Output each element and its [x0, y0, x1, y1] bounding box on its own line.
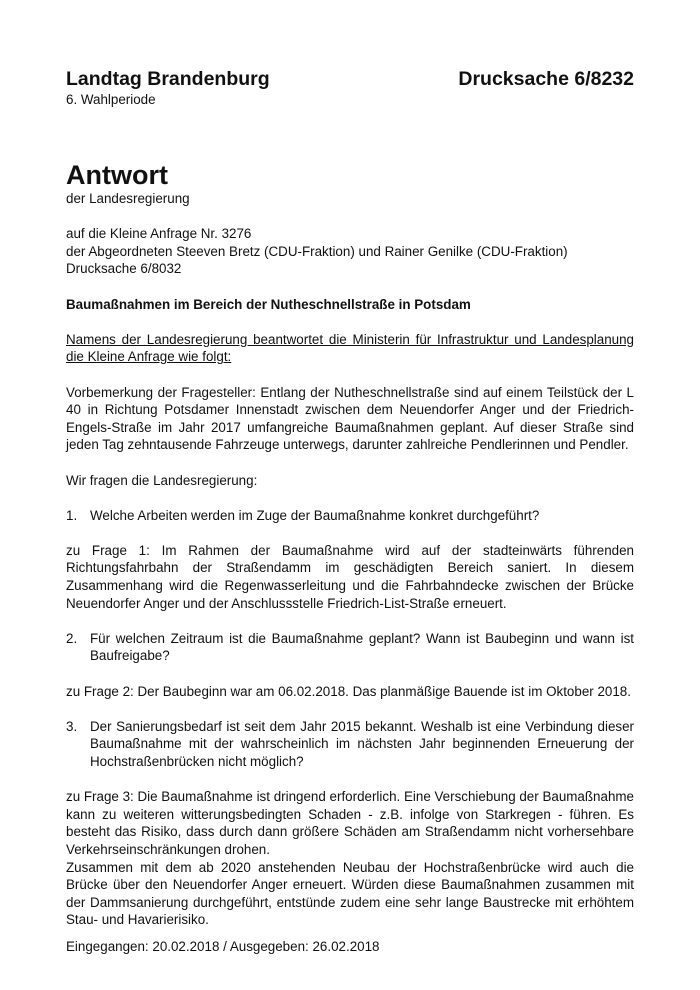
answer-3-continued: Zusammen mit dem ab 2020 anstehenden Neubau der Hochstraßenbrücke wird auch die Brücke über den Neuendorfer Anger erneuert. Würden diese Baumaßnahmen zusammen mit der Dammsanierung durchgeführt, entstünde zudem eine sehr lange Baustrecke mit erhöhtem Stau- und Havarierisiko.: [66, 859, 634, 928]
subject-heading: Baumaßnahmen im Bereich der Nutheschnellstraße in Potsdam: [66, 296, 471, 312]
request-line-1: auf die Kleine Anfrage Nr. 3276: [66, 226, 252, 242]
drucksache-number: Drucksache 6/8232: [458, 68, 634, 90]
answer-2: zu Frage 2: Der Baubeginn war am 06.02.2018. Das planmäßige Bauende ist im Oktober 2018.: [66, 683, 631, 699]
question-number: 1.: [66, 507, 78, 523]
question-text: Der Sanierungsbedarf ist seit dem Jahr 2015 bekannt. Weshalb ist eine Verbindung dieser Baumaßnahme mit der wahrscheinlich im nächsten Jahr beginnenden Erneuerung der Hochstraßenbrücken nicht möglich?: [90, 718, 634, 769]
request-line-2: der Abgeordneten Steeven Bretz (CDU-Fraktion) und Rainer Genilke (CDU-Fraktion): [66, 243, 568, 259]
answer-1: zu Frage 1: Im Rahmen der Baumaßnahme wird auf der stadteinwärts führenden Richtungsfahrbahn der Straßendamm im geschädigten Bereich saniert. In diesem Zusammenhang wird die Regenwasserleitung und die Fahrbahndecke zwischen der Brücke Neuendorfer Anger und der Anschlussstelle Friedrich-List-Straße erneuert.: [66, 542, 634, 611]
question-number: 2.: [66, 630, 78, 646]
question-3: [66, 718, 634, 771]
wahlperiode: 6. Wahlperiode: [66, 92, 156, 107]
document-body: [66, 190, 634, 956]
preface: Vorbemerkung der Fragesteller: Entlang der Nutheschnellstraße sind auf einem Teilstück der L 40 in Richtung Potsdamer Innenstadt zwischen dem Neuendorfer Anger und der Friedrich-Engels-Straße im Jahr 2017 umfangreiche Baumaßnahmen geplant. Auf dieser Straße sind jeden Tag zehntausende Fahrzeuge unterwegs, darunter zahlreiche Pendlerinnen und Pendler.: [66, 384, 634, 453]
question-2: [66, 630, 634, 665]
request-line-3: Drucksache 6/8032: [66, 261, 182, 277]
institution-name: Landtag Brandenburg: [66, 68, 270, 90]
receipt-dates: Eingegangen: 20.02.2018 / Ausgegeben: 26.02.2018: [66, 938, 380, 954]
answer-3: zu Frage 3: Die Baumaßnahme ist dringend erforderlich. Eine Verschiebung der Baumaßnahme kann zu weiteren witterungsbedingten Schaden - z.B. infolge von Starkregen - führen. Es besteht das Risiko, dass durch dann größere Schäden am Straßendamm nicht vorhersehbare Verkehrseinschränkungen drohen.: [66, 789, 634, 857]
question-intro: Wir fragen die Landesregierung:: [66, 472, 258, 488]
question-number: 3.: [66, 718, 78, 734]
intro-statement: Namens der Landesregierung beantwortet die Ministerin für Infrastruktur und Landesplanung die Kleine Anfrage wie folgt:: [66, 331, 634, 365]
question-1: [66, 507, 634, 525]
question-text: Welche Arbeiten werden im Zuge der Baumaßnahme konkret durchgeführt?: [90, 507, 540, 523]
question-text: Für welchen Zeitraum ist die Baumaßnahme geplant? Wann ist Baubeginn und wann ist Baufreigabe?: [90, 630, 634, 664]
document-title: Antwort: [66, 160, 168, 190]
issuer: der Landesregierung: [66, 191, 190, 206]
